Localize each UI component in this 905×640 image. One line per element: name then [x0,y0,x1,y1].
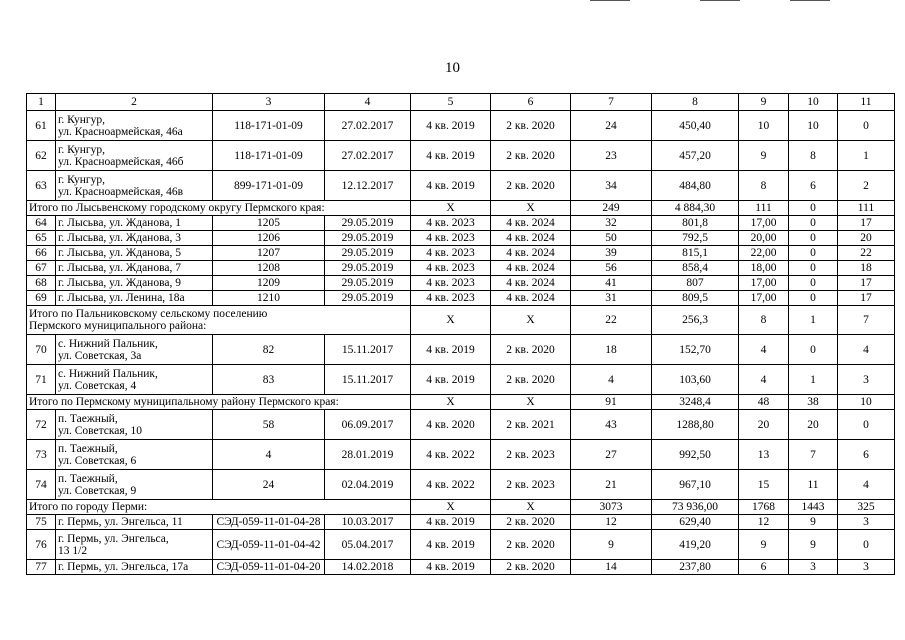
table-cell: 0 [789,246,838,261]
table-cell: 9 [739,530,789,560]
table-cell: 9 [571,530,652,560]
row-number: 77 [27,560,56,575]
table-cell: 2 кв. 2023 [491,440,571,470]
table-row [27,246,895,261]
table-row [27,261,895,276]
table-cell: 1208 [213,261,325,276]
table-cell: 10.03.2017 [325,515,411,530]
column-header: 2 [56,94,213,111]
row-number: 63 [27,171,56,201]
subtotal-cell: X [411,500,491,515]
subtotal-cell: X [491,500,571,515]
table-row [27,141,895,171]
table-cell: 12.12.2017 [325,171,411,201]
address-cell: г. Пермь, ул. Энгельса, 17а [56,560,213,575]
table-cell: 0 [789,291,838,306]
subtotal-cell: 249 [571,201,652,216]
table-cell: 10 [739,111,789,141]
table-cell: 20 [789,410,838,440]
subtotal-row [27,395,895,410]
table-row [27,515,895,530]
table-cell: 4 кв. 2023 [411,261,491,276]
table-cell: 18,00 [739,261,789,276]
table-cell: 9 [789,530,838,560]
table-cell: 419,20 [652,530,739,560]
table-cell: 41 [571,276,652,291]
table-cell: 1 [789,365,838,395]
table-cell: 3 [838,560,895,575]
table-cell: 484,80 [652,171,739,201]
subtotal-cell: 325 [838,500,895,515]
column-header: 3 [213,94,325,111]
table-cell: 12 [571,515,652,530]
subtotal-cell: X [411,395,491,410]
table-cell: 27.02.2017 [325,111,411,141]
subtotal-row [27,306,895,335]
table-cell: 3 [789,560,838,575]
table-cell: 15.11.2017 [325,365,411,395]
table-cell: 4 кв. 2024 [491,246,571,261]
address-cell: с. Нижний Пальник, ул. Советская, 4 [56,365,213,395]
row-number: 71 [27,365,56,395]
table-cell: 0 [789,261,838,276]
table-cell: 4 кв. 2019 [411,335,491,365]
table-cell: 21 [571,470,652,500]
table-cell: 24 [213,470,325,500]
table-cell: 82 [213,335,325,365]
subtotal-cell: X [411,306,491,335]
address-cell: г. Лысьва, ул. Жданова, 5 [56,246,213,261]
column-header: 5 [411,94,491,111]
table-cell: 629,40 [652,515,739,530]
subtotal-cell: 1 [789,306,838,335]
table-cell: 4 кв. 2020 [411,410,491,440]
table-cell: 20,00 [739,231,789,246]
table-cell: 05.04.2017 [325,530,411,560]
table-cell: 56 [571,261,652,276]
subtotal-cell: 3248,4 [652,395,739,410]
row-number: 61 [27,111,56,141]
table-cell: 27.02.2017 [325,141,411,171]
table-cell: 792,5 [652,231,739,246]
subtotal-cell: X [411,201,491,216]
table-cell: 118-171-01-09 [213,111,325,141]
table-cell: 2 кв. 2020 [491,560,571,575]
subtotal-cell: 10 [838,395,895,410]
table-cell: 2 кв. 2023 [491,470,571,500]
address-cell: г. Пермь, ул. Энгельса, 13 1/2 [56,530,213,560]
table-cell: 4 кв. 2019 [411,111,491,141]
table-cell: 801,8 [652,216,739,231]
table-cell: 2 кв. 2020 [491,171,571,201]
address-cell: п. Таежный, ул. Советская, 6 [56,440,213,470]
table-cell: 0 [838,530,895,560]
table-cell: 6 [739,560,789,575]
column-header: 1 [27,94,56,111]
table-cell: 4 кв. 2019 [411,560,491,575]
column-header: 11 [838,94,895,111]
table-cell: 2 кв. 2020 [491,335,571,365]
table-cell: 2 кв. 2020 [491,365,571,395]
table-cell: 22 [838,246,895,261]
address-cell: г. Кунгур, ул. Красноармейская, 46в [56,171,213,201]
address-cell: г. Кунгур, ул. Красноармейская, 46б [56,141,213,171]
address-cell: г. Лысьва, ул. Жданова, 9 [56,276,213,291]
row-number: 73 [27,440,56,470]
column-header: 9 [739,94,789,111]
table-cell: 4 [213,440,325,470]
table-cell: 0 [789,231,838,246]
address-cell: г. Пермь, ул. Энгельса, 11 [56,515,213,530]
table-cell: 12 [739,515,789,530]
table-cell: 4 кв. 2022 [411,470,491,500]
table-cell: 9 [739,141,789,171]
table-row [27,111,895,141]
row-number: 70 [27,335,56,365]
subtotal-cell: 0 [789,201,838,216]
row-number: 67 [27,261,56,276]
subtotal-cell: 3073 [571,500,652,515]
row-number: 75 [27,515,56,530]
subtotal-cell: X [491,395,571,410]
table-cell: 4 кв. 2019 [411,515,491,530]
table-cell: СЭД-059-11-01-04-20 [213,560,325,575]
table-cell: 4 кв. 2023 [411,216,491,231]
table-cell: 4 кв. 2019 [411,141,491,171]
subtotal-label: Итого по Лысьвенскому городскому округу Пермского края: [27,201,411,216]
column-header: 10 [789,94,838,111]
subtotal-cell: 1443 [789,500,838,515]
table-cell: 29.05.2019 [325,276,411,291]
address-cell: п. Таежный, ул. Советская, 9 [56,470,213,500]
table-cell: 23 [571,141,652,171]
subtotal-cell: 8 [739,306,789,335]
subtotal-cell: 4 884,30 [652,201,739,216]
table-cell: 29.05.2019 [325,261,411,276]
scan-edge-line [700,0,740,1]
subtotal-cell: X [491,306,571,335]
table-cell: 992,50 [652,440,739,470]
table-cell: 29.05.2019 [325,246,411,261]
subtotal-cell: 111 [739,201,789,216]
table-row [27,231,895,246]
table-row [27,530,895,560]
address-cell: с. Нижний Пальник, ул. Советская, 3а [56,335,213,365]
table-cell: 4 [739,335,789,365]
table-cell: 20 [838,231,895,246]
table-cell: 0 [789,216,838,231]
table-cell: 2 кв. 2021 [491,410,571,440]
table-cell: 29.05.2019 [325,216,411,231]
address-cell: г. Кунгур, ул. Красноармейская, 46а [56,111,213,141]
table-cell: 4 кв. 2024 [491,216,571,231]
table-cell: 1206 [213,231,325,246]
table-row [27,171,895,201]
table-cell: 4 кв. 2023 [411,231,491,246]
row-number: 66 [27,246,56,261]
table-row [27,365,895,395]
table-cell: 2 кв. 2020 [491,530,571,560]
subtotal-cell: 111 [838,201,895,216]
subtotal-cell: 38 [789,395,838,410]
table-cell: 815,1 [652,246,739,261]
table-cell: 0 [838,111,895,141]
table-cell: 4 кв. 2023 [411,246,491,261]
table-row [27,216,895,231]
table-cell: 28.01.2019 [325,440,411,470]
table-cell: 39 [571,246,652,261]
table-cell: 899-171-01-09 [213,171,325,201]
table-cell: 17 [838,216,895,231]
row-number: 72 [27,410,56,440]
table-cell: 11 [789,470,838,500]
subtotal-cell: 73 936,00 [652,500,739,515]
table-cell: 27 [571,440,652,470]
table-cell: 1210 [213,291,325,306]
table-cell: 0 [838,410,895,440]
table-cell: 06.09.2017 [325,410,411,440]
table-cell: 4 [838,335,895,365]
subtotal-cell: 7 [838,306,895,335]
subtotal-cell: 256,3 [652,306,739,335]
subtotal-cell: X [491,201,571,216]
table-cell: 22,00 [739,246,789,261]
table-cell: 58 [213,410,325,440]
table-cell: 967,10 [652,470,739,500]
table-cell: 43 [571,410,652,440]
table-cell: 103,60 [652,365,739,395]
column-header: 7 [571,94,652,111]
table-cell: 32 [571,216,652,231]
subtotal-cell: 1768 [739,500,789,515]
table-cell: 0 [789,276,838,291]
row-number: 74 [27,470,56,500]
address-cell: п. Таежный, ул. Советская, 10 [56,410,213,440]
row-number: 68 [27,276,56,291]
row-number: 64 [27,216,56,231]
row-number: 76 [27,530,56,560]
table-row [27,410,895,440]
table-cell: 809,5 [652,291,739,306]
table-cell: 2 кв. 2020 [491,111,571,141]
table-cell: 17,00 [739,291,789,306]
table-cell: 10 [789,111,838,141]
table-cell: 24 [571,111,652,141]
table-cell: 9 [789,515,838,530]
table-cell: 17 [838,276,895,291]
table-cell: 29.05.2019 [325,231,411,246]
table-cell: 1205 [213,216,325,231]
table-cell: 18 [838,261,895,276]
table-cell: 4 кв. 2019 [411,530,491,560]
address-cell: г. Лысьва, ул. Жданова, 3 [56,231,213,246]
scan-edge-line [590,0,630,1]
address-cell: г. Лысьва, ул. Жданова, 7 [56,261,213,276]
table-cell: 6 [838,440,895,470]
table-cell: 807 [652,276,739,291]
table-cell: 17 [838,291,895,306]
table-cell: 50 [571,231,652,246]
subtotal-label: Итого по Пальниковскому сельскому поселению Пермского муниципального района: [27,306,411,335]
table-cell: 450,40 [652,111,739,141]
table-cell: 3 [838,515,895,530]
table-cell: 15.11.2017 [325,335,411,365]
table-cell: 15 [739,470,789,500]
table-cell: 4 кв. 2022 [411,440,491,470]
table-row [27,276,895,291]
table-cell: 14 [571,560,652,575]
table-cell: 1209 [213,276,325,291]
subtotal-cell: 48 [739,395,789,410]
table-cell: 13 [739,440,789,470]
table-cell: 2 [838,171,895,201]
table-cell: 2 кв. 2020 [491,515,571,530]
row-number: 65 [27,231,56,246]
column-header: 6 [491,94,571,111]
row-number: 69 [27,291,56,306]
column-header: 4 [325,94,411,111]
table-cell: 7 [789,440,838,470]
table-cell: 237,80 [652,560,739,575]
table-cell: 17,00 [739,276,789,291]
subtotal-label: Итого по Пермскому муниципальному району Пермского края: [27,395,411,410]
table-body [27,111,895,575]
table-cell: 4 [571,365,652,395]
table-cell: 1 [838,141,895,171]
table-cell: СЭД-059-11-01-04-42 [213,530,325,560]
column-header: 8 [652,94,739,111]
table-cell: 457,20 [652,141,739,171]
table-cell: 4 [739,365,789,395]
table-cell: 1288,80 [652,410,739,440]
table-row [27,470,895,500]
table-cell: 4 [838,470,895,500]
table-cell: 4 кв. 2023 [411,291,491,306]
page-number: 10 [445,60,460,76]
table-cell: 3 [838,365,895,395]
address-cell: г. Лысьва, ул. Жданова, 1 [56,216,213,231]
table-cell: 8 [789,141,838,171]
subtotal-label: Итого по городу Перми: [27,500,411,515]
row-number: 62 [27,141,56,171]
table-cell: 118-171-01-09 [213,141,325,171]
table-cell: 4 кв. 2024 [491,276,571,291]
table-row [27,560,895,575]
table-cell: 2 кв. 2020 [491,141,571,171]
table-cell: 4 кв. 2024 [491,261,571,276]
table-row [27,335,895,365]
housing-table [26,93,895,575]
table-cell: 1207 [213,246,325,261]
table-row [27,291,895,306]
table-cell: 14.02.2018 [325,560,411,575]
table-cell: 17,00 [739,216,789,231]
table-cell: 83 [213,365,325,395]
table-cell: 4 кв. 2023 [411,276,491,291]
table-cell: 6 [789,171,838,201]
table-cell: 4 кв. 2024 [491,231,571,246]
table-cell: 4 кв. 2019 [411,365,491,395]
table-cell: 20 [739,410,789,440]
table-cell: 8 [739,171,789,201]
subtotal-cell: 22 [571,306,652,335]
header-row [27,94,895,111]
subtotal-row [27,500,895,515]
table-cell: 858,4 [652,261,739,276]
table-cell: 34 [571,171,652,201]
table-cell: 02.04.2019 [325,470,411,500]
table-cell: 152,70 [652,335,739,365]
subtotal-row [27,201,895,216]
address-cell: г. Лысьва, ул. Ленина, 18а [56,291,213,306]
scan-edge-line [790,0,830,1]
table-cell: 4 кв. 2024 [491,291,571,306]
table-cell: 31 [571,291,652,306]
table-cell: 29.05.2019 [325,291,411,306]
table-cell: 4 кв. 2019 [411,171,491,201]
table-row [27,440,895,470]
table-cell: 18 [571,335,652,365]
table-cell: 0 [789,335,838,365]
subtotal-cell: 91 [571,395,652,410]
table-cell: СЭД-059-11-01-04-28 [213,515,325,530]
